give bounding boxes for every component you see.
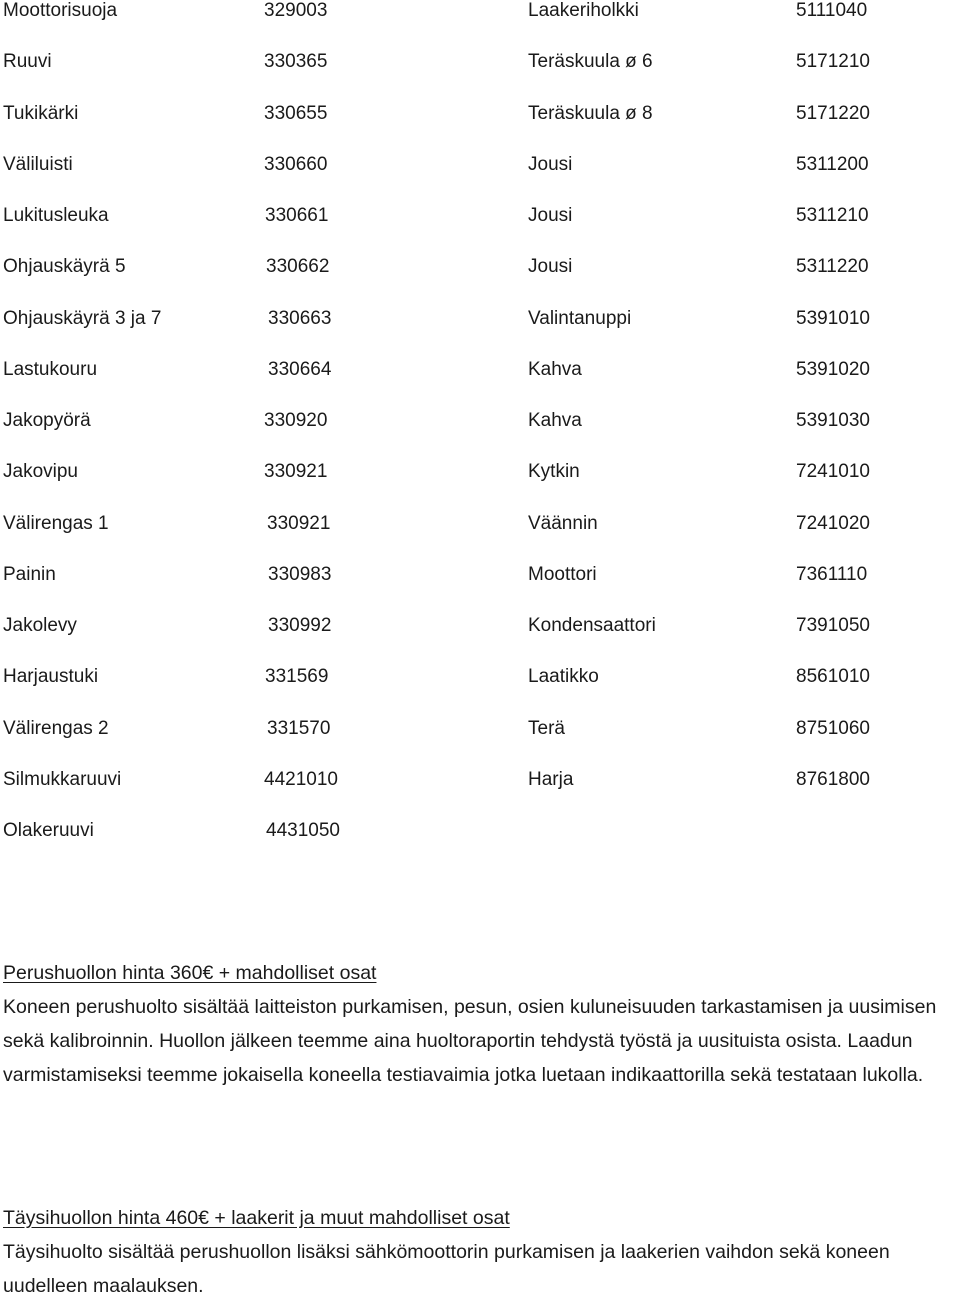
part-code: 330661 (265, 205, 329, 226)
part-name: Jousi (528, 153, 573, 175)
part-name: Kytkin (528, 461, 580, 483)
part-name: Valintanuppi (528, 307, 632, 329)
full-service-section (3, 1201, 958, 1303)
part-code: 330921 (267, 512, 331, 534)
parts-row (0, 103, 960, 133)
part-code: 5391010 (796, 307, 870, 329)
part-name: Moottorisuoja (3, 0, 118, 21)
parts-row (0, 410, 960, 440)
part-name: Harja (528, 768, 574, 790)
part-name: Jousi (528, 205, 573, 226)
part-name: Kahva (528, 410, 582, 431)
part-name: Laatikko (528, 666, 599, 688)
part-code: 5391030 (796, 410, 870, 431)
part-name: Terä (528, 717, 565, 739)
part-code: 330365 (264, 51, 328, 73)
parts-row (0, 51, 960, 81)
part-name: Olakeruuvi (3, 820, 94, 841)
full-service-description: Täysihuolto sisältää perushuollon lisäksi sähkömoottorin purkamisen ja laakerien vaihdon sekä koneen uudelleen maalauksen. (3, 1241, 890, 1297)
part-code: 8761800 (796, 768, 870, 790)
part-name: Lukitusleuka (3, 205, 109, 226)
part-code: 5311220 (796, 256, 869, 278)
part-name: Teräskuula ø 8 (528, 102, 653, 124)
part-name: Jakopyörä (3, 410, 91, 431)
part-name: Laakeriholkki (528, 0, 639, 21)
part-code: 5111040 (796, 0, 868, 21)
part-name: Moottori (528, 563, 597, 585)
parts-row (0, 615, 960, 645)
part-code: 330655 (264, 102, 328, 124)
part-name: Väännin (528, 512, 598, 534)
parts-row (0, 769, 960, 799)
parts-row (0, 564, 960, 594)
part-code: 331570 (267, 717, 331, 739)
part-code: 8751060 (796, 717, 870, 739)
parts-row (0, 666, 960, 696)
part-name: Jakovipu (3, 461, 78, 483)
part-name: Teräskuula ø 6 (528, 51, 653, 73)
part-name: Väliluisti (3, 153, 73, 175)
part-code: 330992 (268, 615, 332, 636)
part-code: 330920 (264, 410, 328, 431)
parts-row (0, 718, 960, 748)
part-name: Kahva (528, 358, 582, 380)
part-code: 7361110 (796, 563, 868, 585)
basic-service-title: Perushuollon hinta 360€ + mahdolliset osat (3, 962, 377, 984)
part-code: 330983 (268, 563, 332, 585)
basic-service-description: Koneen perushuolto sisältää laitteiston purkamisen, pesun, osien kuluneisuuden tarkastamisen ja uusimisen sekä kalibroinnin. Huollon jälkeen teemme aina huoltoraportin tehdystä työstä ja uusituista osista. Laadun varmistamiseksi teemme jokaisella koneella testiavaimia jotka luetaan indikaattorilla sekä testataan lukolla. (3, 996, 937, 1086)
parts-row (0, 461, 960, 491)
part-name: Silmukkaruuvi (3, 768, 122, 790)
part-name: Lastukouru (3, 358, 98, 380)
part-name: Jousi (528, 256, 573, 278)
part-code: 330921 (264, 461, 328, 483)
part-code: 331569 (265, 666, 329, 688)
parts-row (0, 513, 960, 543)
part-code: 8561010 (796, 666, 870, 688)
part-code: 330660 (264, 153, 328, 175)
part-name: Painin (3, 563, 56, 585)
parts-row (0, 308, 960, 338)
parts-row (0, 205, 960, 235)
part-code: 330664 (268, 358, 332, 380)
part-name: Jakolevy (3, 615, 77, 636)
part-code: 330662 (266, 256, 330, 278)
part-code: 7241020 (796, 512, 870, 534)
part-code: 5311210 (796, 205, 869, 226)
part-name: Ruuvi (3, 51, 52, 73)
part-code: 5311200 (796, 153, 869, 175)
part-name: Välirengas 2 (3, 717, 109, 739)
basic-service-section (3, 956, 958, 1092)
part-code: 7241010 (796, 461, 870, 483)
parts-row (0, 359, 960, 389)
parts-row (0, 0, 960, 30)
part-code: 4431050 (266, 820, 340, 841)
part-code: 7391050 (796, 615, 870, 636)
part-name: Tukikärki (3, 102, 79, 124)
part-name: Harjaustuki (3, 666, 99, 688)
parts-row (0, 820, 960, 850)
parts-row (0, 154, 960, 184)
part-name: Välirengas 1 (3, 512, 109, 534)
parts-row (0, 256, 960, 286)
part-code: 329003 (264, 0, 328, 21)
part-name: Kondensaattori (528, 615, 656, 636)
part-code: 330663 (268, 307, 332, 329)
part-code: 5171220 (796, 102, 870, 124)
full-service-title: Täysihuollon hinta 460€ + laakerit ja muut mahdolliset osat (3, 1207, 510, 1229)
part-code: 5171210 (796, 51, 870, 73)
part-code: 4421010 (264, 768, 338, 790)
part-code: 5391020 (796, 358, 870, 380)
part-name: Ohjauskäyrä 5 (3, 256, 126, 278)
part-name: Ohjauskäyrä 3 ja 7 (3, 307, 162, 329)
